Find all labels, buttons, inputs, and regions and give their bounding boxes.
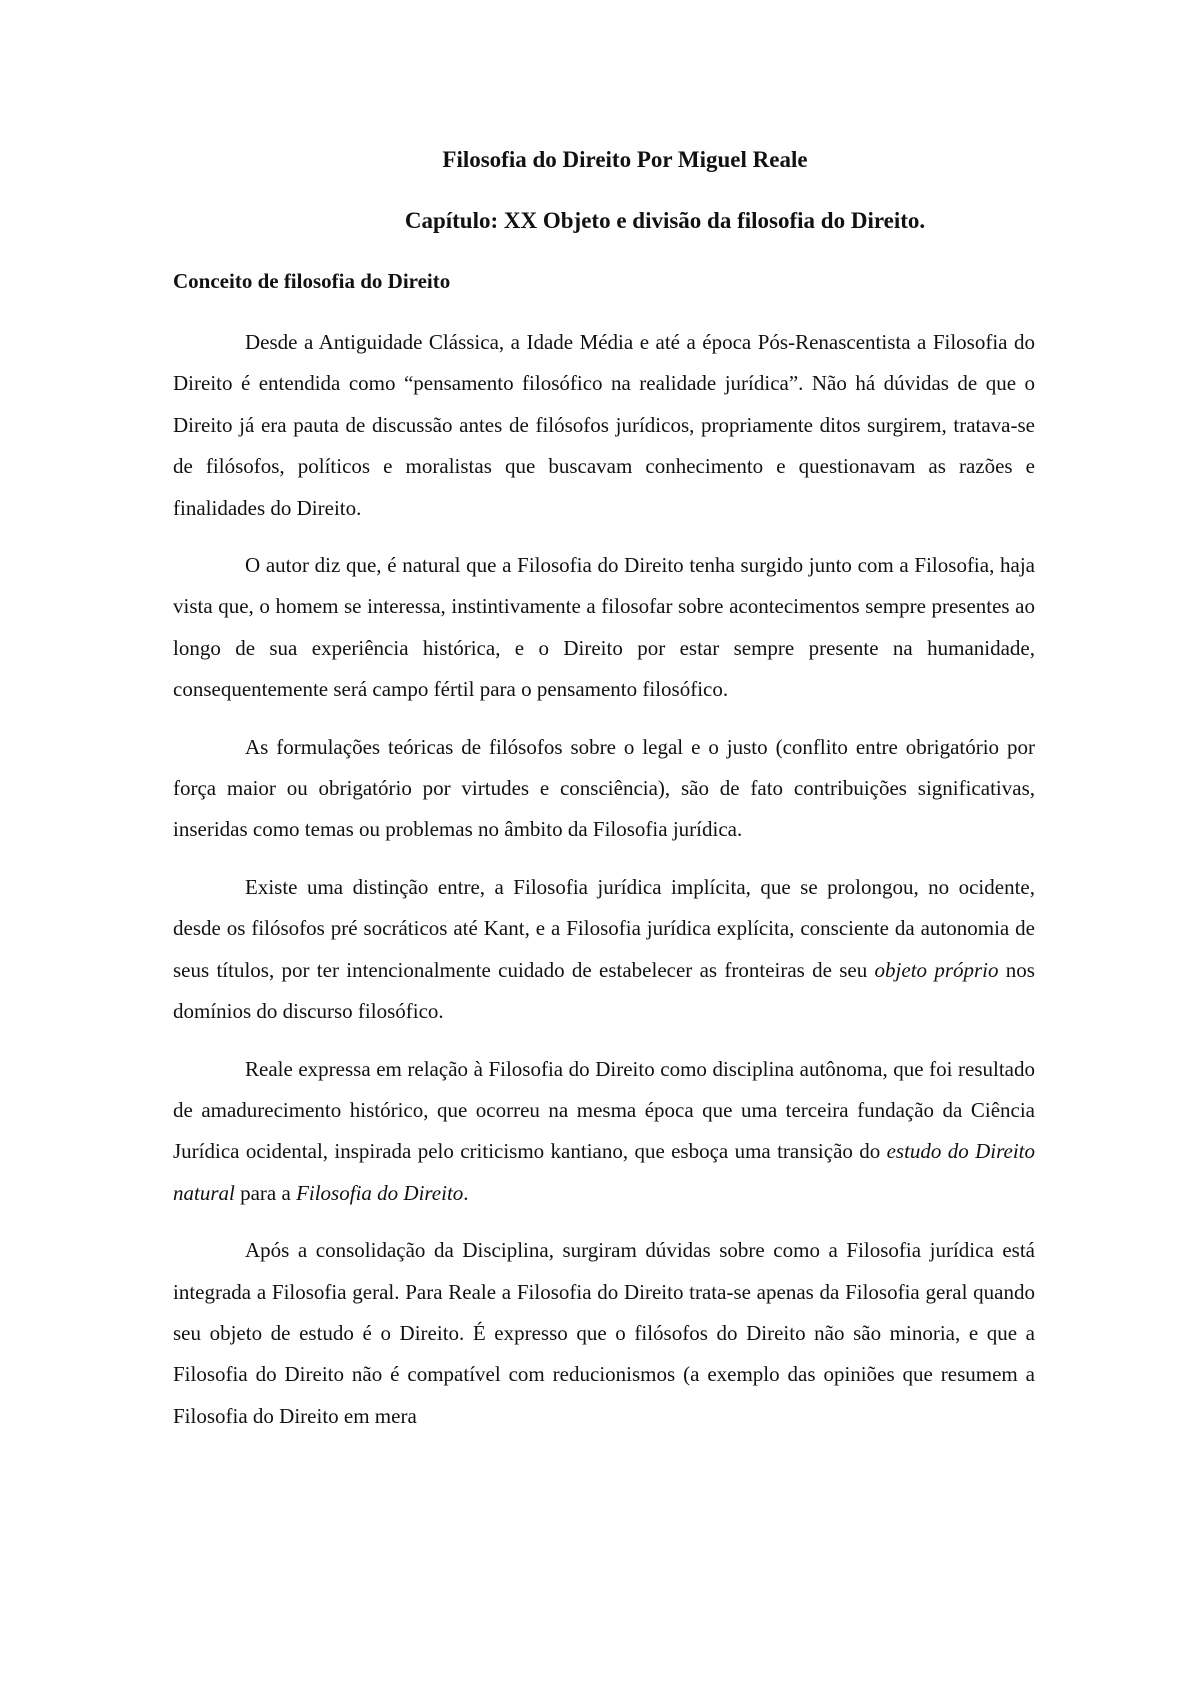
paragraph-text: O autor diz que, é natural que a Filosofia do Direito tenha surgido junto com a Filosofia, haja vista que, o homem se interessa, instintivamente a filosofar sobre acontecimentos sempre presentes ao longo de sua experiência histórica, e o Direito por estar sempre presente na humanidade, consequentemente será campo fértil para o pensamento filosófico. (173, 553, 1035, 702)
paragraph-text: Desde a Antiguidade Clássica, a Idade Média e até a época Pós-Renascentista a Filosofia do Direito é entendida como “pensamento filosófico na realidade jurídica”. Não há dúvidas de que o Direito já era pauta de discussão antes de filósofos jurídicos, propriamente ditos surgirem, tratava-se de filósofos, políticos e moralistas que buscavam conhecimento e questionavam as razões e finalidades do Direito. (173, 330, 1035, 520)
paragraph-text: Reale expressa em relação à Filosofia do Direito como disciplina autônoma, que foi resultado de amadurecimento histórico, que ocorreu na mesma época que uma terceira fundação da Ciência Jurídica ocidental, inspirada pelo criticismo kantiano, que esboça uma transição do (173, 1056, 1035, 1164)
body-text (173, 322, 1035, 1453)
paragraph (173, 322, 1035, 529)
paragraph (173, 727, 1035, 851)
paragraph-text: para a (234, 1180, 297, 1205)
paragraph (173, 545, 1035, 711)
document-title: Filosofia do Direito Por Miguel Reale (442, 147, 808, 172)
chapter-title: Capítulo: XX Objeto e divisão da filosofia do Direito. (404, 208, 926, 233)
paragraph-text: Após a consolidação da Disciplina, surgiram dúvidas sobre como a Filosofia jurídica está integrada a Filosofia geral. Para Reale a Filosofia do Direito trata-se apenas da Filosofia geral quando seu objeto de estudo é o Direito. É expresso que o filósofos do Direito não são minoria, e que a Filosofia do Direito não é compatível com reducionismos (a exemplo das opiniões que resumem a Filosofia do Direito em mera (173, 1238, 1035, 1428)
paragraph-text: nos domínios do discurso filosófico. (173, 957, 1035, 1024)
paragraph-text: . (463, 1180, 469, 1205)
paragraph (173, 1230, 1035, 1437)
paragraph-text: As formulações teóricas de filósofos sobre o legal e o justo (conflito entre obrigatório por força maior ou obrigatório por virtudes e consciência), são de fato contribuições significativas, inseridas como temas ou problemas no âmbito da Filosofia jurídica. (173, 734, 1035, 842)
paragraph (173, 867, 1035, 1033)
section-heading: Conceito de filosofia do Direito (173, 269, 451, 293)
paragraph (173, 1049, 1035, 1215)
paragraph-text: Existe uma distinção entre, a Filosofia jurídica implícita, que se prolongou, no ocidente, desde os filósofos pré socráticos até Kant, e a Filosofia jurídica explícita, consciente da autonomia de seus títulos, por ter intencionalmente cuidado de estabelecer as fronteiras de seu (173, 874, 1035, 982)
italic-term: Filosofia do Direito (296, 1180, 464, 1205)
italic-term: estudo do Direito natural (173, 1139, 1035, 1205)
italic-term: objeto próprio (874, 957, 999, 982)
